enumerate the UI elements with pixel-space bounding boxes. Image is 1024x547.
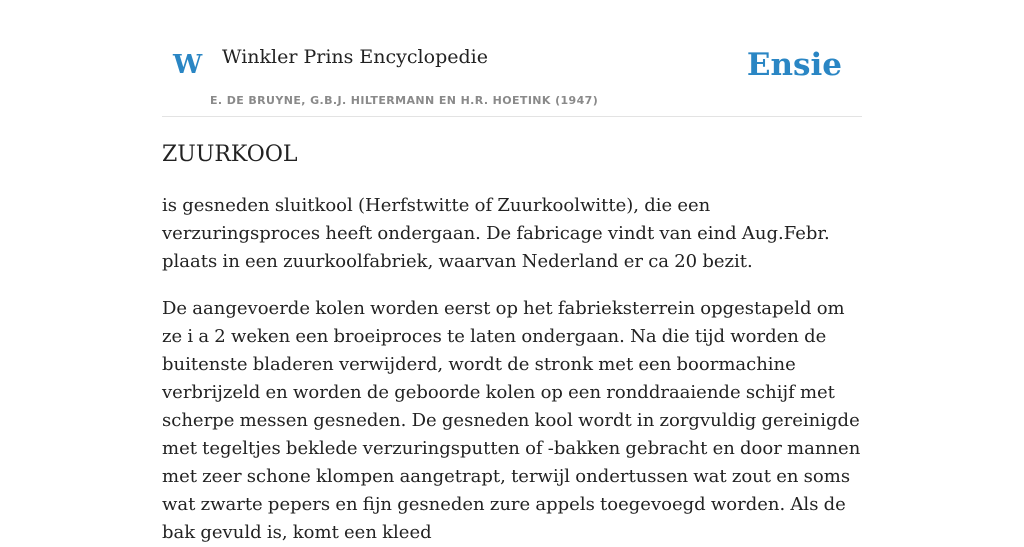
source-authors: E. DE BRUYNE, G.B.J. HILTERMANN EN H.R. HOETINK (1947) [210,94,599,107]
article-paragraph: De aangevoerde kolen worden eerst op het fabrieksterrein opgestapeld om ze i a 2 weken een broeiproces te laten ondergaan. Na die tijd worden de buitenste bladeren verwijderd, wordt de stronk met een boormachine verbrijzeld en worden de geboorde kolen op een ronddraaiende schijf met scherpe messen gesneden. De gesneden kool wordt in zorgvuldig gereinigde met tegeltjes beklede verzuringsputten of -bakken gebracht en door mannen met zeer schone klompen aangetrapt, terwijl ondertussen wat zout en soms wat zwarte pepers en fijn gesneden zure appels toegevoegd worden. Als de bak gevuld is, komt een kleed [162,298,861,543]
article [162,138,862,547]
entry-title: ZUURKOOL [162,142,298,167]
header [162,0,862,117]
article-paragraph: is gesneden sluitkool (Herfstwitte of Zuurkoolwitte), die een verzuringsproces heeft ondergaan. De fabricage vindt van eind Aug.Febr. plaats in een zuurkoolfabriek, waarvan Nederland er ca 20 bezit. [162,195,830,272]
winkler-prins-logo[interactable]: W [173,50,203,80]
source-title[interactable]: Winkler Prins Encyclopedie [222,46,488,68]
ensie-logo-link[interactable]: Ensie [746,47,842,83]
